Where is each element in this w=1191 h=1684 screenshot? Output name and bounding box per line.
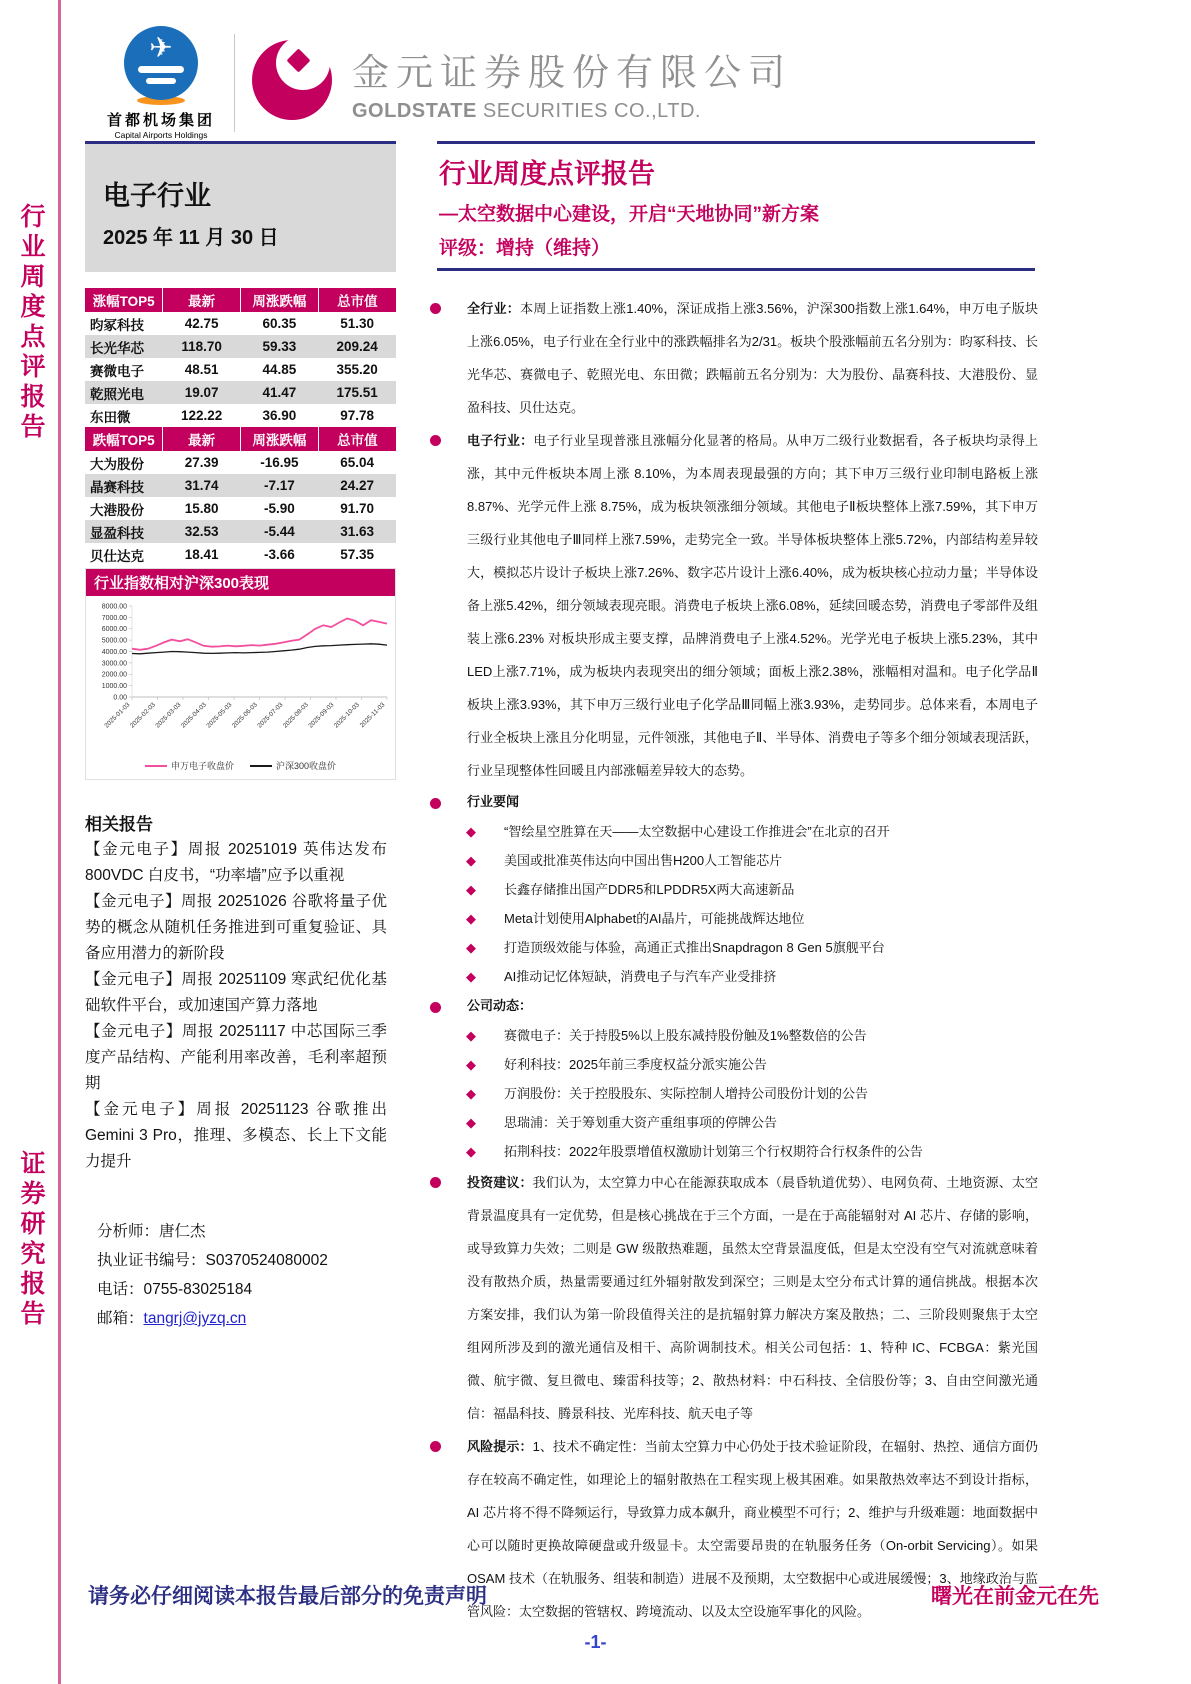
analyst-name: 分析师：唐仁杰 [97,1223,206,1240]
diamond-bullet-icon: ◆ [466,1028,476,1043]
stock-value: 51.30 [340,316,375,331]
table-row [85,358,396,381]
svg-text:2000.00: 2000.00 [101,671,127,679]
item-text: 长鑫存储推出国产DDR5和LPDDR5X两大高速新品 [504,882,795,897]
section-heading: 公司动态： [467,998,533,1013]
svg-text:2025-09-03: 2025-09-03 [307,701,336,730]
airport-logo-en: Capital Airports Holdings [114,130,208,140]
industry-news-list [430,817,1038,991]
paragraph-lead: 全行业： [467,301,521,316]
column-header: 总市值 [318,427,396,451]
stock-value: 57.35 [340,547,375,562]
svg-text:2025-04-03: 2025-04-03 [179,701,208,730]
table-row [85,451,396,474]
svg-text:2025-03-03: 2025-03-03 [154,701,183,730]
stock-value: 31.63 [318,520,396,543]
related-reports [85,810,387,1175]
svg-text:6000.00: 6000.00 [101,626,127,634]
analyst-license: 执业证书编号：S0370524080002 [97,1252,328,1269]
svg-text:4000.00: 4000.00 [101,648,127,656]
stock-name: 赛微电子 [90,363,144,379]
svg-text:3000.00: 3000.00 [101,660,127,668]
gainers-table [85,288,396,427]
table-row [85,497,396,520]
related-report-item: 【金元电子】周报 20251019 英伟达发布 800VDC 白皮书，“功率墙”应予以重视 [85,841,387,884]
sidebar-report-type: 行业周度点评报告 [17,203,45,443]
bullet-dot-icon [430,1002,441,1013]
item-text: AI推动记忆体短缺，消费电子与汽车产业受排挤 [504,969,777,984]
stock-value: 31.74 [163,474,241,497]
column-header: 跌幅TOP5 [85,427,163,451]
analyst-email-link[interactable]: tangrj@jyzq.cn [143,1310,247,1327]
report-rating: 评级：增持（维持） [439,238,611,259]
svg-text:2025-08-03: 2025-08-03 [281,701,310,730]
stock-value: 175.51 [318,381,396,404]
svg-text:2025-11-03: 2025-11-03 [358,701,387,730]
legend-item: 申万电子收盘价 [145,759,234,772]
table-header-row [85,427,396,451]
chart-title-bar: 行业指数相对沪深300表现 [86,569,395,596]
company-item [430,1021,1038,1050]
company-item [430,1079,1038,1108]
column-header: 涨幅TOP5 [85,288,163,312]
bullet-dot-icon [430,798,441,809]
airplane-icon: ✈ [149,32,173,63]
stock-value: -3.66 [263,547,295,562]
company-news-list [430,1021,1038,1166]
stock-value: 41.47 [241,381,319,404]
diamond-bullet-icon: ◆ [466,1086,476,1101]
table-header-row [85,288,396,312]
news-item [430,962,1038,991]
stock-name: 显盈科技 [85,520,163,543]
airport-logo-icon [124,26,198,100]
table-row [85,404,396,427]
stock-value: 60.35 [262,316,297,331]
analyst-phone: 电话：0755-83025184 [97,1281,253,1298]
table-row [85,543,396,566]
table-row [85,520,396,543]
svg-text:2025-02-03: 2025-02-03 [128,701,157,730]
sidebar-research-label: 证券研究报告 [17,1150,45,1330]
relative-performance-chart [85,568,396,780]
news-item [430,933,1038,962]
stock-name: 大为股份 [90,456,144,472]
stock-value: 19.07 [163,381,241,404]
paragraph-text: 电子行业呈现普涨且涨幅分化显著的格局。从申万二级行业数据看，各子板块均录得上涨，其中元件板块本周上涨 8.10%，为本周表现最强的方向；其下申万三级行业印制电路板上涨 8.87%、光学元件上涨 8.75%，成为板块领涨细分领域。其他电子Ⅱ板块整体上涨7.59%，其下申万三级行业其他电子Ⅲ同样上涨7.59%，走势完全一致。半导体板块整体上涨5.72%，内部结构差异较大，模拟芯片设计子板块上涨7.26%、数字芯片设计上涨6.40%，成为板块核心拉动力量；半导体设备上涨5.42%，细分领域表现亮眼。消费电子板块上涨6.08%，延续回暖态势，消费电子零部件及组装上涨6.23% 对板块形成主要支撑，品牌消费电子上涨4.52%。光学光电子板块上涨5.23%，其中LED上涨7.71%，成为板块内表现突出的细分领域；面板上涨2.38%，涨幅相对温和。电子化学品Ⅱ板块上涨3.93%，其下申万三级行业电子化学品Ⅲ同幅上涨3.93%，走势同步。总体来看，本周电子行业全板块上涨且分化明显，元件领涨，其他电子Ⅱ、半导体、消费电子等多个细分领域表现活跃，行业呈现整体性回暖且内部涨幅差异较大的态势。 [467,433,1038,778]
stock-value: 27.39 [184,455,219,470]
stock-name: 大港股份 [90,502,144,518]
item-text: Meta计划使用Alphabet的AI晶片，可能挑战辉达地位 [504,911,805,926]
stock-name: 晶赛科技 [85,474,163,497]
related-report-item: 【金元电子】周报 20251109 寒武纪优化基础软件平台，或加速国产算力落地 [85,971,387,1014]
paragraph-advice [430,1166,1038,1430]
stock-name: 贝仕达克 [90,548,144,564]
paragraph-lead: 风险提示： [467,1439,533,1454]
svg-text:2025-07-03: 2025-07-03 [256,701,285,730]
company-name-cn: 金元证券股份有限公司 [352,52,792,93]
header-divider [234,34,235,132]
capital-airports-logo [98,26,224,140]
svg-text:1000.00: 1000.00 [101,683,127,690]
goldstate-logo-icon [252,36,338,122]
bullet-dot-icon [430,435,441,446]
stock-value: 355.20 [336,362,378,377]
section-heading: 行业要闻 [467,794,520,809]
stock-value: 15.80 [184,501,219,516]
svg-text:2025-06-03: 2025-06-03 [230,701,259,730]
item-text: 万润股份：关于控股股东、实际控制人增持公司股份计划的公告 [504,1086,869,1101]
column-header: 最新 [163,288,241,312]
related-reports-heading: 相关报告 [85,815,153,834]
logo-ridge-shape [138,66,184,73]
stock-value: 18.41 [184,547,219,562]
table-row [85,381,396,404]
company-item [430,1050,1038,1079]
news-item [430,904,1038,933]
analyst-block [85,1217,396,1333]
bullet-dot-icon [430,1441,441,1452]
stock-value: -5.90 [263,501,295,516]
page-number: -1- [584,1632,607,1652]
paragraph-text: 本周上证指数上涨1.40%，深证成指上涨3.56%，沪深300指数上涨1.64%，申万电子版块上涨6.05%，电子行业在全行业中的涨跌幅排名为2/31。板块个股涨幅前五名分别为：昀冢科技、长光华芯、赛微电子、乾照光电、东田微；跌幅前五名分别为：大为股份、晶赛科技、大港股份、显盈科技、贝仕达克。 [467,301,1038,415]
svg-text:7000.00: 7000.00 [101,614,127,622]
item-text: 赛微电子：关于持股5%以上股东减持股份触及1%整数倍的公告 [504,1028,867,1043]
company-name-en-bold: GOLDSTATE [352,100,477,122]
related-report-item: 【金元电子】周报 20251123 谷歌推出 Gemini 3 Pro，推理、多模态、长上下文能力提升 [85,1101,387,1170]
stock-value: 122.22 [180,408,223,423]
news-item [430,875,1038,904]
stock-value: 118.70 [163,335,241,358]
table-row [85,335,396,358]
stock-value: 24.27 [318,474,396,497]
table-row [85,312,396,335]
stock-value: -16.95 [260,455,299,470]
company-name-en-rest: SECURITIES CO.,LTD. [476,100,701,122]
stock-value: 59.33 [241,335,319,358]
stock-value: 32.53 [163,520,241,543]
sidebar-accent-rule [58,0,61,1684]
legend-swatch [145,765,167,767]
diamond-bullet-icon: ◆ [466,969,476,984]
chart-plot-area [86,596,395,779]
left-column [85,288,396,1333]
diamond-bullet-icon: ◆ [466,824,476,839]
stock-value: 44.85 [262,362,297,377]
company-name-en [352,100,792,123]
legend-swatch [250,765,272,767]
stock-value: 36.90 [262,408,297,423]
legend-item: 沪深300收盘价 [250,759,336,772]
report-date: 2025 年 11 月 30 日 [103,227,279,249]
item-text: 打造顶级效能与体验，高通正式推出Snapdragon 8 Gen 5旗舰平台 [504,940,885,955]
diamond-bullet-icon: ◆ [466,940,476,955]
related-reports-list [85,837,387,1175]
airport-logo-cn: 首都机场集团 [106,112,215,129]
company-item [430,1137,1038,1166]
news-item [430,846,1038,875]
related-report-item: 【金元电子】周报 20251117 中芯国际三季度产品结构、产能利用率改善，毛利率超预期 [85,1023,387,1092]
column-header: 周涨跌幅 [241,427,319,451]
disclaimer-note: 请务必仔细阅读本报告最后部分的免责声明 [88,1585,487,1608]
svg-text:0.00: 0.00 [113,694,127,702]
diamond-bullet-icon: ◆ [466,853,476,868]
stock-value: 209.24 [318,335,396,358]
paragraph-electronics [430,424,1038,787]
stock-name: 乾照光电 [85,381,163,404]
analyst-email-row [97,1304,396,1333]
bullet-dot-icon [430,1177,441,1188]
losers-table [85,427,396,566]
stock-value: 97.78 [340,408,375,423]
diamond-bullet-icon: ◆ [466,1144,476,1159]
item-text: 拓荆科技：2022年股票增值权激励计划第三个行权期符合行权条件的公告 [504,1144,923,1159]
item-text: 思瑞浦：关于筹划重大资产重组事项的停牌公告 [504,1115,778,1130]
footer-slogan: 曙光在前金元在先 [931,1585,1099,1608]
logo-ridge-shape [146,78,176,84]
stock-value: 65.04 [340,455,375,470]
column-header: 总市值 [318,288,396,312]
stock-name: 昀冢科技 [90,317,144,333]
stock-value: -5.44 [241,520,319,543]
report-subtitle: —太空数据中心建设，开启“天地协同”新方案 [439,204,820,225]
stock-value: -7.17 [241,474,319,497]
diamond-bullet-icon: ◆ [466,911,476,926]
line-chart-svg [86,600,395,752]
diamond-bullet-icon: ◆ [466,882,476,897]
bullet-dot-icon [430,303,441,314]
stock-value: 91.70 [340,501,375,516]
stock-name: 东田微 [90,409,131,425]
industry-box [85,141,396,272]
report-title: 行业周度点评报告 [439,159,655,189]
report-body [430,292,1038,1628]
report-title-block [437,141,1035,271]
column-header: 周涨跌幅 [241,288,319,312]
stock-name: 长光华芯 [85,335,163,358]
stock-value: 42.75 [184,316,219,331]
item-text: 美国或批准英伟达向中国出售H200人工智能芯片 [504,853,783,868]
heading-industry-news [430,787,1038,817]
svg-text:8000.00: 8000.00 [101,603,127,611]
svg-text:2025-05-03: 2025-05-03 [205,701,234,730]
diamond-bullet-icon: ◆ [466,1057,476,1072]
company-name-block [352,42,792,123]
news-item [430,817,1038,846]
item-text: “智绘星空胜算在天——太空数据中心建设工作推进会”在北京的召开 [504,824,890,839]
industry-name: 电子行业 [103,181,211,211]
column-header: 最新 [163,427,241,451]
heading-company-news [430,991,1038,1021]
paragraph-text: 1、技术不确定性：当前太空算力中心仍处于技术验证阶段，在辐射、热控、通信方面仍存在较高不确定性，如理论上的辐射散热在工程实现上极其困难。如果散热效率达不到设计指标，AI 芯片将不得不降频运行，导致算力成本飙升，商业模型不可行；2、维护与升级难题：地面数据中心可以随时更换故障硬盘或升级显卡。太空需要昂贵的在轨服务任务（On-orbit Servicing）。如果 OSAM 技术（在轨服务、组装和制造）进展不及预期，太空数据中心或进展缓慢；3、地缘政治与监管风险：太空数据的管辖权、跨境流动、以及太空设施军事化的风险。 [467,1439,1038,1619]
company-item [430,1108,1038,1137]
diamond-bullet-icon: ◆ [466,1115,476,1130]
paragraph-text: 我们认为，太空算力中心在能源获取成本（晨昏轨道优势）、电网负荷、土地资源、太空背景温度具有一定优势，但是核心挑战在于三个方面，一是在于高能辐射对 AI 芯片、存储的影响，或导致算力失效；二则是 GW 级散热难题，虽然太空背景温度低，但是太空没有空气对流就意味着没有散热介质，热量需要通过红外辐射散发到深空；三则是太空分布式计算的通信挑战。根据本次方案安排，我们认为第一阶段值得关注的是抗辐射算力解决方案及散热；二、三阶段则聚焦于太空组网所涉及到的激光通信及相干、高阶调制技术。相关公司包括：1、特种 IC、FCBGA：紫光国微、航宇微、复旦微电、臻雷科技等；2、散热材料：中石科技、全信股份等；3、自由空间激光通信：福晶科技、腾景科技、光库科技、航天电子等 [467,1175,1038,1421]
svg-text:2025-01-03: 2025-01-03 [103,701,132,730]
analyst-email-label: 邮箱： [97,1310,144,1327]
item-text: 好利科技：2025年前三季度权益分派实施公告 [504,1057,767,1072]
paragraph-industry-all [430,292,1038,424]
chart-legend [86,757,395,777]
svg-text:5000.00: 5000.00 [101,637,127,645]
related-report-item: 【金元电子】周报 20251026 谷歌将量子优势的概念从随机任务推进到可重复验证、具备应用潜力的新阶段 [85,893,387,962]
stock-value: 48.51 [184,362,219,377]
paragraph-lead: 电子行业： [467,433,534,448]
table-row [85,474,396,497]
svg-text:2025-10-03: 2025-10-03 [332,701,361,730]
paragraph-lead: 投资建议： [467,1175,533,1190]
